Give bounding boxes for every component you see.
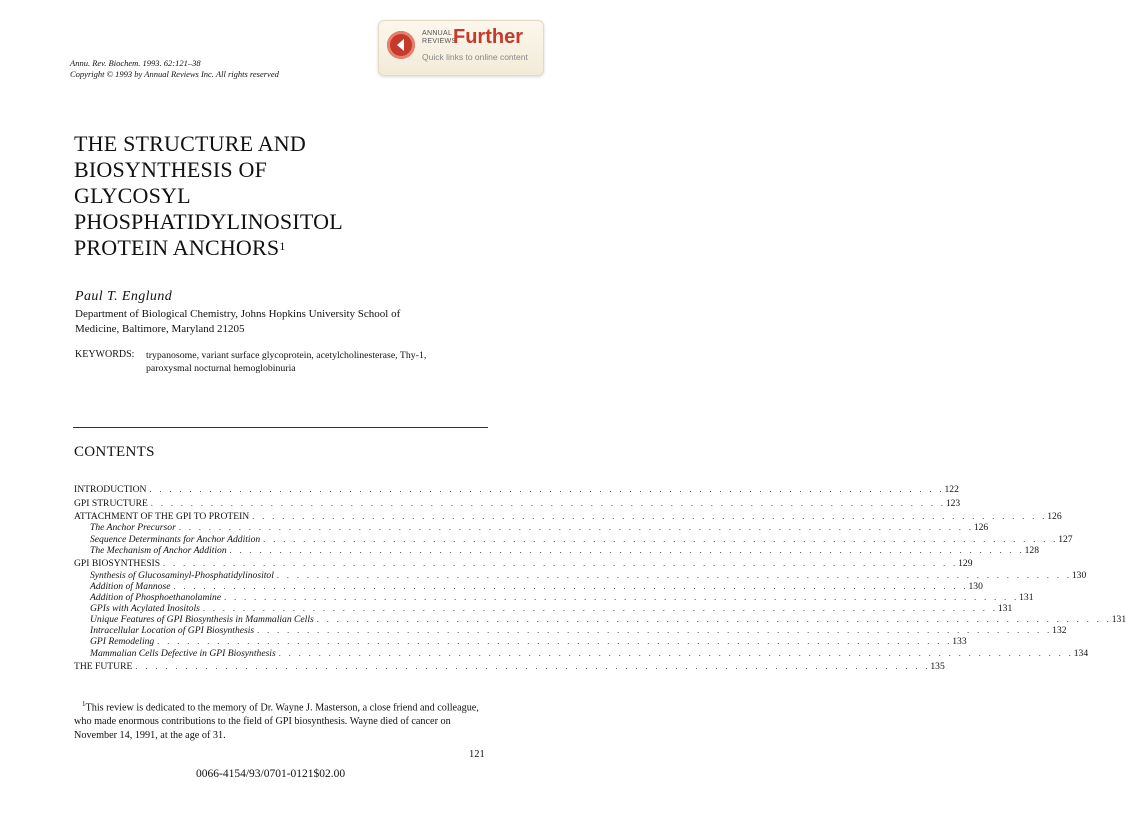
toc-entry-page: 126 [973,522,989,534]
toc-entry[interactable] [74,625,1067,637]
title-line: GLYCOSYL [74,183,191,208]
article-code: 0066-4154/93/0701-0121$02.00 [196,768,346,780]
toc-leader-dots: . . . . . . . . . . . . . . . . . . . . . . . . . . . . . . . . . . . . . . . . . . . . . . . . . . . . . . . . . . . . . . . . . . . . . . . . . . . . . . . . [229,545,1025,555]
toc-entry[interactable] [74,661,945,673]
toc-leader-dots: . . . . . . . . . . . . . . . . . . . . . . . . . . . . . . . . . . . . . . . . . . . . . . . . . . . . . . . . . . . . . . . . . . . . . . . . . . . . . . . . [252,512,1048,522]
article-title [74,131,343,261]
toc-entry-title: Addition of Phosphoethanolamine [74,592,224,603]
toc-entry-page: 132 [1052,625,1067,637]
toc-entry[interactable] [74,522,989,534]
footnote-mark: 1 [82,700,86,708]
title-line: BIOSYNTHESIS OF [74,157,268,182]
toc-leader-dots: . . . . . . . . . . . . . . . . . . . . . . . . . . . . . . . . . . . . . . . . . . . . . . . . . . . . . . . . . . . . . . . . . . . . . . . . . . . . . . . . [263,534,1059,544]
toc-entry-title: The Anchor Precursor [74,522,179,533]
keywords-label: KEYWORDS: [75,349,135,360]
toc-entry-page: 128 [1024,544,1040,556]
toc-entry-page: 133 [952,636,967,648]
toc-entry[interactable] [74,533,1073,545]
toc-entry[interactable] [74,647,1089,659]
badge-further-text: Further [453,26,523,48]
badge-annual-reviews-text: ANNUAL REVIEWS [422,30,457,45]
toc-entry-page: 126 [1047,511,1062,523]
toc-entry[interactable] [74,558,973,570]
toc-entry[interactable] [74,511,1062,523]
toc-leader-dots: . . . . . . . . . . . . . . . . . . . . . . . . . . . . . . . . . . . . . . . . . . . . . . . . . . . . . . . . . . . . . . . . . . . . . . . . . . . . . . . . [202,604,998,613]
toc-leader-dots: . . . . . . . . . . . . . . . . . . . . . . . . . . . . . . . . . . . . . . . . . . . . . . . . . . . . . . . . . . . . . . . . . . . . . . . . . . . . . . . . [135,662,931,672]
keywords-text: trypanosome, variant surface glycoprotein, acetylcholinesterase, Thy-1, paroxysmal nocturnal hemoglobinuria [146,350,427,374]
toc-entry[interactable] [74,591,1034,603]
toc-entry[interactable] [74,544,1040,556]
badge-tagline: Quick links to online content [422,52,528,62]
contents-divider [73,427,488,428]
author-name: Paul T. Englund [75,289,173,304]
toc-entry[interactable] [74,580,983,592]
toc-leader-dots: . . . . . . . . . . . . . . . . . . . . . . . . . . . . . . . . . . . . . . . . . . . . . . . . . . . . . . . . . . . . . . . . . . . . . . . . . . . . . . . . [257,626,1053,636]
toc-entry-page: 123 [945,497,961,509]
toc-entry-title: GPI Remodeling [74,636,157,647]
title-line: PROTEIN ANCHORS$^1$ [74,235,286,260]
footnote-text: This review is dedicated to the memory of Dr. Wayne J. Masterson, a close friend and colleague, who made enormous contributions to the field of GPI biosynthesis. Wayne died of cancer on November 14, 1991, at the age of 31. [74,702,479,742]
toc-leader-dots: . . . . . . . . . . . . . . . . . . . . . . . . . . . . . . . . . . . . . . . . . . . . . . . . . . . . . . . . . . . . . . . . . . . . . . . . . . . . . . . . [178,523,974,533]
citation-line: Annu. Rev. Biochem. 1993. 62:121–38 [70,58,201,68]
contents-heading: CONTENTS [74,444,155,460]
toc-entry-title: INTRODUCTION [74,484,149,495]
title-line: PHOSPHATIDYLINOSITOL [74,209,343,234]
toc-entry[interactable] [74,614,1126,626]
toc-entry-page: 122 [944,484,959,495]
toc-entry[interactable] [74,484,959,495]
toc-leader-dots: . . . . . . . . . . . . . . . . . . . . . . . . . . . . . . . . . . . . . . . . . . . . . . . . . . . . . . . . . . . . . . . . . . . . . . . . . . . . . . . . [316,615,1112,625]
toc-leader-dots: . . . . . . . . . . . . . . . . . . . . . . . . . . . . . . . . . . . . . . . . . . . . . . . . . . . . . . . . . . . . . . . . . . . . . . . . . . . . . . . . [278,648,1074,658]
journal-citation [70,58,279,80]
toc-entry-page: 134 [1073,647,1089,659]
toc-leader-dots: . . . . . . . . . . . . . . . . . . . . . . . . . . . . . . . . . . . . . . . . . . . . . . . . . . . . . . . . . . . . . . . . . . . . . . . . . . . . . . . . [149,485,945,494]
toc-entry-page: 127 [1058,533,1073,545]
toc-entry-page: 130 [968,580,983,592]
dedication-footnote [74,697,490,743]
toc-entry-title: ATTACHMENT OF THE GPI TO PROTEIN [74,511,252,522]
toc-entry-title: Sequence Determinants for Anchor Addition [74,534,263,545]
toc-leader-dots: . . . . . . . . . . . . . . . . . . . . . . . . . . . . . . . . . . . . . . . . . . . . . . . . . . . . . . . . . . . . . . . . . . . . . . . . . . . . . . . . [173,581,969,591]
toc-entry-page: 131 [1111,614,1126,626]
toc-entry[interactable] [74,636,967,648]
toc-entry-title: Unique Features of GPI Biosynthesis in Mammalian Cells [74,614,317,625]
toc-leader-dots: . . . . . . . . . . . . . . . . . . . . . . . . . . . . . . . . . . . . . . . . . . . . . . . . . . . . . . . . . . . . . . . . . . . . . . . . . . . . . . . . [224,592,1020,602]
annual-reviews-further-link[interactable] [378,20,544,76]
toc-entry-title: GPIs with Acylated Inositols [74,603,203,614]
toc-leader-dots: . . . . . . . . . . . . . . . . . . . . . . . . . . . . . . . . . . . . . . . . . . . . . . . . . . . . . . . . . . . . . . . . . . . . . . . . . . . . . . . . [150,498,946,508]
toc-entry-title: GPI STRUCTURE [74,498,151,509]
author-affiliation [75,307,400,337]
toc-leader-dots: . . . . . . . . . . . . . . . . . . . . . . . . . . . . . . . . . . . . . . . . . . . . . . . . . . . . . . . . . . . . . . . . . . . . . . . . . . . . . . . . [163,559,959,569]
affiliation-line: Medicine, Baltimore, Maryland 21205 [75,323,245,335]
copyright-line: Copyright © 1993 by Annual Reviews Inc. All rights reserved [70,69,279,79]
title-line: THE STRUCTURE AND [74,131,306,156]
toc-entry-page: 135 [930,661,945,673]
toc-entry-title: The Mechanism of Anchor Addition [74,545,230,556]
toc-entry-page: 130 [1071,569,1087,581]
toc-entry-page: 131 [997,603,1013,614]
page-number: 121 [469,749,485,760]
toc-entry[interactable] [74,569,1087,581]
toc-leader-dots: . . . . . . . . . . . . . . . . . . . . . . . . . . . . . . . . . . . . . . . . . . . . . . . . . . . . . . . . . . . . . . . . . . . . . . . . . . . . . . . . [157,637,953,647]
toc-entry-title: GPI BIOSYNTHESIS [74,558,163,569]
toc-entry-title: Mammalian Cells Defective in GPI Biosynthesis [74,648,279,659]
toc-entry-page: 131 [1019,591,1034,603]
toc-entry-title: THE FUTURE [74,661,135,672]
toc-entry-page: 129 [958,558,973,570]
toc-entry[interactable] [74,603,1013,614]
title-footnote-mark[interactable]: 1 [279,239,286,253]
affiliation-line: Department of Biological Chemistry, Johns Hopkins University School of [75,308,401,320]
toc-entry-title: Intracellular Location of GPI Biosynthesis [74,625,257,636]
toc-entry[interactable] [74,497,961,509]
toc-leader-dots: . . . . . . . . . . . . . . . . . . . . . . . . . . . . . . . . . . . . . . . . . . . . . . . . . . . . . . . . . . . . . . . . . . . . . . . . . . . . . . . . [276,570,1072,580]
toc-entry-title: Synthesis of Glucosaminyl-Phosphatidylinositol [74,570,277,581]
annual-reviews-logo-icon [387,31,415,59]
toc-entry-title: Addition of Mannose [74,581,173,592]
